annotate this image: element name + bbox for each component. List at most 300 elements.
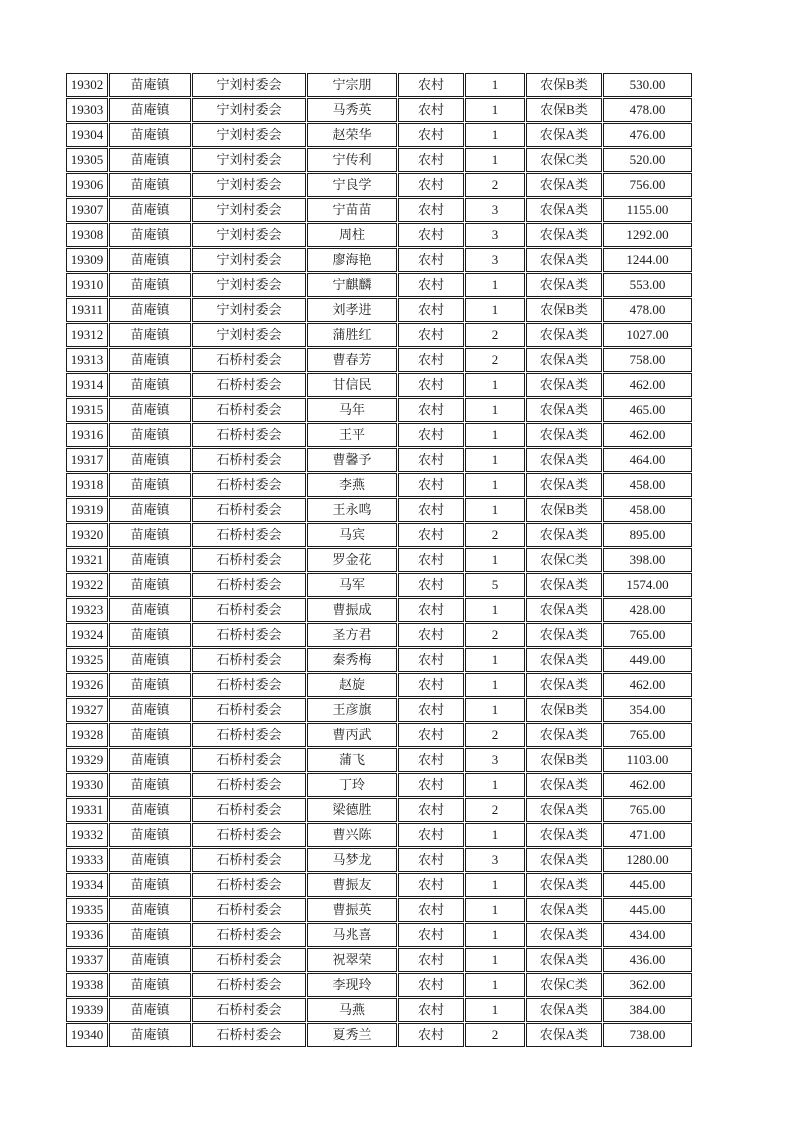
cell-count: 1 [465, 373, 525, 397]
cell-amount: 465.00 [603, 398, 692, 422]
cell-amount: 478.00 [603, 298, 692, 322]
cell-name: 马兆喜 [307, 923, 397, 947]
cell-id: 19332 [66, 823, 108, 847]
cell-village: 宁刘村委会 [192, 98, 306, 122]
table-row [66, 623, 692, 647]
cell-town: 苗庵镇 [109, 948, 191, 972]
table-row [66, 923, 692, 947]
cell-town: 苗庵镇 [109, 148, 191, 172]
cell-residence: 农村 [398, 723, 464, 747]
table-row [66, 473, 692, 497]
cell-id: 19317 [66, 448, 108, 472]
cell-category: 农保B类 [526, 73, 602, 97]
cell-town: 苗庵镇 [109, 898, 191, 922]
cell-category: 农保A类 [526, 798, 602, 822]
cell-id: 19320 [66, 523, 108, 547]
table-row [66, 548, 692, 572]
cell-residence: 农村 [398, 123, 464, 147]
cell-category: 农保A类 [526, 448, 602, 472]
cell-name: 马军 [307, 573, 397, 597]
cell-town: 苗庵镇 [109, 123, 191, 147]
cell-amount: 398.00 [603, 548, 692, 572]
table-row [66, 1023, 692, 1047]
cell-id: 19330 [66, 773, 108, 797]
cell-amount: 1155.00 [603, 198, 692, 222]
cell-town: 苗庵镇 [109, 323, 191, 347]
cell-name: 李现玲 [307, 973, 397, 997]
cell-town: 苗庵镇 [109, 723, 191, 747]
cell-category: 农保A类 [526, 398, 602, 422]
table-row [66, 173, 692, 197]
cell-name: 曹兴陈 [307, 823, 397, 847]
cell-name: 罗金花 [307, 548, 397, 572]
table-row [66, 973, 692, 997]
cell-name: 赵旋 [307, 673, 397, 697]
cell-town: 苗庵镇 [109, 923, 191, 947]
cell-count: 5 [465, 573, 525, 597]
cell-name: 曹丙武 [307, 723, 397, 747]
cell-id: 19306 [66, 173, 108, 197]
cell-town: 苗庵镇 [109, 748, 191, 772]
cell-town: 苗庵镇 [109, 373, 191, 397]
cell-amount: 354.00 [603, 698, 692, 722]
cell-residence: 农村 [398, 598, 464, 622]
cell-name: 赵荣华 [307, 123, 397, 147]
cell-category: 农保A类 [526, 848, 602, 872]
cell-id: 19305 [66, 148, 108, 172]
cell-category: 农保A类 [526, 673, 602, 697]
cell-id: 19322 [66, 573, 108, 597]
cell-village: 石桥村委会 [192, 673, 306, 697]
cell-name: 蒲飞 [307, 748, 397, 772]
cell-town: 苗庵镇 [109, 848, 191, 872]
cell-id: 19304 [66, 123, 108, 147]
cell-category: 农保A类 [526, 473, 602, 497]
cell-name: 曹振友 [307, 873, 397, 897]
cell-category: 农保A类 [526, 623, 602, 647]
cell-id: 19333 [66, 848, 108, 872]
cell-residence: 农村 [398, 273, 464, 297]
cell-category: 农保A类 [526, 373, 602, 397]
cell-amount: 520.00 [603, 148, 692, 172]
cell-category: 农保A类 [526, 598, 602, 622]
cell-residence: 农村 [398, 748, 464, 772]
cell-village: 石桥村委会 [192, 848, 306, 872]
cell-village: 石桥村委会 [192, 898, 306, 922]
cell-id: 19331 [66, 798, 108, 822]
cell-category: 农保A类 [526, 998, 602, 1022]
table-row [66, 423, 692, 447]
cell-name: 曹振成 [307, 598, 397, 622]
cell-category: 农保A类 [526, 573, 602, 597]
cell-category: 农保B类 [526, 298, 602, 322]
cell-village: 石桥村委会 [192, 823, 306, 847]
cell-residence: 农村 [398, 548, 464, 572]
cell-count: 1 [465, 548, 525, 572]
cell-amount: 458.00 [603, 473, 692, 497]
cell-village: 石桥村委会 [192, 748, 306, 772]
cell-village: 石桥村委会 [192, 723, 306, 747]
cell-residence: 农村 [398, 173, 464, 197]
table-row [66, 648, 692, 672]
cell-residence: 农村 [398, 648, 464, 672]
cell-residence: 农村 [398, 523, 464, 547]
cell-village: 宁刘村委会 [192, 248, 306, 272]
cell-residence: 农村 [398, 973, 464, 997]
cell-count: 1 [465, 973, 525, 997]
cell-category: 农保A类 [526, 1023, 602, 1047]
cell-category: 农保A类 [526, 523, 602, 547]
cell-count: 1 [465, 823, 525, 847]
cell-town: 苗庵镇 [109, 548, 191, 572]
table-row [66, 248, 692, 272]
cell-amount: 445.00 [603, 898, 692, 922]
table-row [66, 348, 692, 372]
cell-residence: 农村 [398, 348, 464, 372]
cell-category: 农保C类 [526, 148, 602, 172]
cell-residence: 农村 [398, 398, 464, 422]
cell-residence: 农村 [398, 498, 464, 522]
cell-name: 王永鸣 [307, 498, 397, 522]
cell-residence: 农村 [398, 73, 464, 97]
cell-name: 王平 [307, 423, 397, 447]
cell-village: 石桥村委会 [192, 398, 306, 422]
cell-town: 苗庵镇 [109, 798, 191, 822]
cell-residence: 农村 [398, 773, 464, 797]
table-row [66, 748, 692, 772]
cell-amount: 1292.00 [603, 223, 692, 247]
cell-category: 农保A类 [526, 873, 602, 897]
cell-id: 19315 [66, 398, 108, 422]
cell-town: 苗庵镇 [109, 498, 191, 522]
cell-count: 1 [465, 398, 525, 422]
cell-category: 农保B类 [526, 498, 602, 522]
cell-village: 石桥村委会 [192, 373, 306, 397]
cell-name: 马梦龙 [307, 848, 397, 872]
cell-id: 19311 [66, 298, 108, 322]
cell-amount: 1244.00 [603, 248, 692, 272]
table-row [66, 448, 692, 472]
cell-residence: 农村 [398, 423, 464, 447]
cell-amount: 1574.00 [603, 573, 692, 597]
table-row [66, 598, 692, 622]
cell-residence: 农村 [398, 298, 464, 322]
cell-residence: 农村 [398, 148, 464, 172]
cell-category: 农保C类 [526, 548, 602, 572]
cell-town: 苗庵镇 [109, 523, 191, 547]
cell-count: 2 [465, 323, 525, 347]
cell-count: 1 [465, 923, 525, 947]
cell-town: 苗庵镇 [109, 423, 191, 447]
cell-count: 1 [465, 273, 525, 297]
cell-id: 19328 [66, 723, 108, 747]
cell-category: 农保A类 [526, 198, 602, 222]
cell-village: 石桥村委会 [192, 573, 306, 597]
cell-count: 2 [465, 623, 525, 647]
cell-village: 石桥村委会 [192, 773, 306, 797]
cell-town: 苗庵镇 [109, 298, 191, 322]
table-row [66, 698, 692, 722]
cell-name: 曹春芳 [307, 348, 397, 372]
cell-town: 苗庵镇 [109, 223, 191, 247]
cell-count: 1 [465, 898, 525, 922]
cell-id: 19316 [66, 423, 108, 447]
cell-name: 祝翠荣 [307, 948, 397, 972]
cell-count: 1 [465, 423, 525, 447]
table-row [66, 148, 692, 172]
cell-village: 石桥村委会 [192, 648, 306, 672]
cell-id: 19310 [66, 273, 108, 297]
cell-name: 蒲胜红 [307, 323, 397, 347]
cell-id: 19323 [66, 598, 108, 622]
table-row [66, 98, 692, 122]
cell-amount: 895.00 [603, 523, 692, 547]
cell-id: 19314 [66, 373, 108, 397]
cell-amount: 553.00 [603, 273, 692, 297]
cell-village: 宁刘村委会 [192, 198, 306, 222]
cell-category: 农保A类 [526, 173, 602, 197]
cell-category: 农保A类 [526, 223, 602, 247]
records-table-body [66, 73, 692, 1047]
cell-amount: 758.00 [603, 348, 692, 372]
cell-amount: 462.00 [603, 423, 692, 447]
table-row [66, 723, 692, 747]
table-row [66, 298, 692, 322]
cell-amount: 530.00 [603, 73, 692, 97]
cell-count: 2 [465, 723, 525, 747]
cell-id: 19312 [66, 323, 108, 347]
cell-category: 农保A类 [526, 898, 602, 922]
cell-category: 农保A类 [526, 248, 602, 272]
table-row [66, 323, 692, 347]
cell-id: 19308 [66, 223, 108, 247]
cell-residence: 农村 [398, 698, 464, 722]
cell-town: 苗庵镇 [109, 823, 191, 847]
cell-count: 2 [465, 523, 525, 547]
cell-name: 圣方君 [307, 623, 397, 647]
cell-residence: 农村 [398, 98, 464, 122]
cell-id: 19303 [66, 98, 108, 122]
cell-category: 农保A类 [526, 723, 602, 747]
cell-village: 石桥村委会 [192, 348, 306, 372]
cell-residence: 农村 [398, 873, 464, 897]
table-row [66, 898, 692, 922]
cell-id: 19340 [66, 1023, 108, 1047]
cell-name: 宁苗苗 [307, 198, 397, 222]
cell-name: 刘孝进 [307, 298, 397, 322]
cell-amount: 1103.00 [603, 748, 692, 772]
cell-id: 19324 [66, 623, 108, 647]
cell-town: 苗庵镇 [109, 1023, 191, 1047]
cell-village: 石桥村委会 [192, 473, 306, 497]
cell-town: 苗庵镇 [109, 598, 191, 622]
cell-count: 1 [465, 648, 525, 672]
cell-count: 1 [465, 598, 525, 622]
cell-count: 1 [465, 473, 525, 497]
cell-village: 石桥村委会 [192, 698, 306, 722]
cell-amount: 445.00 [603, 873, 692, 897]
records-table [65, 72, 693, 1048]
cell-residence: 农村 [398, 323, 464, 347]
cell-id: 19339 [66, 998, 108, 1022]
cell-category: 农保A类 [526, 348, 602, 372]
cell-category: 农保A类 [526, 823, 602, 847]
cell-residence: 农村 [398, 948, 464, 972]
cell-name: 李燕 [307, 473, 397, 497]
table-row [66, 498, 692, 522]
cell-count: 1 [465, 673, 525, 697]
cell-count: 1 [465, 698, 525, 722]
cell-count: 3 [465, 248, 525, 272]
cell-name: 宁麒麟 [307, 273, 397, 297]
cell-village: 宁刘村委会 [192, 173, 306, 197]
cell-count: 1 [465, 773, 525, 797]
cell-count: 1 [465, 73, 525, 97]
cell-town: 苗庵镇 [109, 698, 191, 722]
cell-name: 廖海艳 [307, 248, 397, 272]
cell-amount: 434.00 [603, 923, 692, 947]
cell-village: 石桥村委会 [192, 598, 306, 622]
cell-category: 农保B类 [526, 748, 602, 772]
table-row [66, 873, 692, 897]
table-row [66, 773, 692, 797]
cell-name: 王彦旗 [307, 698, 397, 722]
cell-id: 19325 [66, 648, 108, 672]
cell-amount: 462.00 [603, 373, 692, 397]
table-row [66, 998, 692, 1022]
cell-residence: 农村 [398, 798, 464, 822]
cell-count: 3 [465, 848, 525, 872]
cell-town: 苗庵镇 [109, 448, 191, 472]
cell-category: 农保A类 [526, 123, 602, 147]
cell-name: 宁宗朋 [307, 73, 397, 97]
table-row [66, 198, 692, 222]
cell-category: 农保A类 [526, 323, 602, 347]
cell-amount: 458.00 [603, 498, 692, 522]
cell-residence: 农村 [398, 473, 464, 497]
cell-residence: 农村 [398, 248, 464, 272]
cell-category: 农保A类 [526, 948, 602, 972]
table-row [66, 273, 692, 297]
cell-count: 1 [465, 998, 525, 1022]
cell-amount: 765.00 [603, 798, 692, 822]
cell-category: 农保C类 [526, 973, 602, 997]
cell-count: 1 [465, 948, 525, 972]
cell-village: 宁刘村委会 [192, 223, 306, 247]
cell-count: 1 [465, 448, 525, 472]
cell-residence: 农村 [398, 198, 464, 222]
cell-id: 19313 [66, 348, 108, 372]
table-row [66, 523, 692, 547]
cell-name: 梁德胜 [307, 798, 397, 822]
cell-residence: 农村 [398, 998, 464, 1022]
cell-id: 19307 [66, 198, 108, 222]
cell-town: 苗庵镇 [109, 873, 191, 897]
cell-id: 19321 [66, 548, 108, 572]
cell-residence: 农村 [398, 898, 464, 922]
cell-amount: 449.00 [603, 648, 692, 672]
cell-town: 苗庵镇 [109, 648, 191, 672]
table-row [66, 398, 692, 422]
cell-count: 1 [465, 298, 525, 322]
cell-village: 石桥村委会 [192, 973, 306, 997]
cell-id: 19309 [66, 248, 108, 272]
cell-village: 宁刘村委会 [192, 123, 306, 147]
cell-amount: 464.00 [603, 448, 692, 472]
cell-amount: 765.00 [603, 723, 692, 747]
cell-amount: 462.00 [603, 773, 692, 797]
cell-town: 苗庵镇 [109, 773, 191, 797]
cell-category: 农保B类 [526, 98, 602, 122]
cell-name: 马燕 [307, 998, 397, 1022]
cell-count: 1 [465, 123, 525, 147]
cell-village: 石桥村委会 [192, 498, 306, 522]
cell-category: 农保A类 [526, 648, 602, 672]
cell-town: 苗庵镇 [109, 973, 191, 997]
cell-category: 农保A类 [526, 273, 602, 297]
cell-village: 石桥村委会 [192, 998, 306, 1022]
cell-residence: 农村 [398, 373, 464, 397]
table-row [66, 848, 692, 872]
cell-name: 丁玲 [307, 773, 397, 797]
cell-town: 苗庵镇 [109, 473, 191, 497]
cell-name: 曹馨予 [307, 448, 397, 472]
cell-amount: 765.00 [603, 623, 692, 647]
table-row [66, 798, 692, 822]
cell-village: 石桥村委会 [192, 623, 306, 647]
cell-town: 苗庵镇 [109, 673, 191, 697]
cell-town: 苗庵镇 [109, 98, 191, 122]
cell-town: 苗庵镇 [109, 273, 191, 297]
cell-village: 石桥村委会 [192, 923, 306, 947]
cell-amount: 738.00 [603, 1023, 692, 1047]
cell-village: 石桥村委会 [192, 798, 306, 822]
cell-amount: 436.00 [603, 948, 692, 972]
cell-count: 2 [465, 798, 525, 822]
cell-name: 秦秀梅 [307, 648, 397, 672]
cell-village: 宁刘村委会 [192, 298, 306, 322]
cell-name: 甘信民 [307, 373, 397, 397]
cell-amount: 462.00 [603, 673, 692, 697]
cell-village: 石桥村委会 [192, 1023, 306, 1047]
cell-name: 夏秀兰 [307, 1023, 397, 1047]
cell-id: 19329 [66, 748, 108, 772]
cell-count: 2 [465, 173, 525, 197]
cell-village: 宁刘村委会 [192, 73, 306, 97]
cell-amount: 1027.00 [603, 323, 692, 347]
table-row [66, 823, 692, 847]
cell-name: 马年 [307, 398, 397, 422]
cell-residence: 农村 [398, 848, 464, 872]
cell-id: 19327 [66, 698, 108, 722]
cell-town: 苗庵镇 [109, 998, 191, 1022]
cell-id: 19338 [66, 973, 108, 997]
cell-category: 农保B类 [526, 698, 602, 722]
table-row [66, 948, 692, 972]
cell-name: 曹振英 [307, 898, 397, 922]
cell-category: 农保A类 [526, 923, 602, 947]
cell-id: 19337 [66, 948, 108, 972]
table-row [66, 73, 692, 97]
cell-village: 石桥村委会 [192, 423, 306, 447]
cell-town: 苗庵镇 [109, 398, 191, 422]
cell-count: 1 [465, 148, 525, 172]
cell-village: 宁刘村委会 [192, 148, 306, 172]
cell-village: 石桥村委会 [192, 873, 306, 897]
cell-town: 苗庵镇 [109, 198, 191, 222]
cell-name: 马秀英 [307, 98, 397, 122]
cell-id: 19335 [66, 898, 108, 922]
